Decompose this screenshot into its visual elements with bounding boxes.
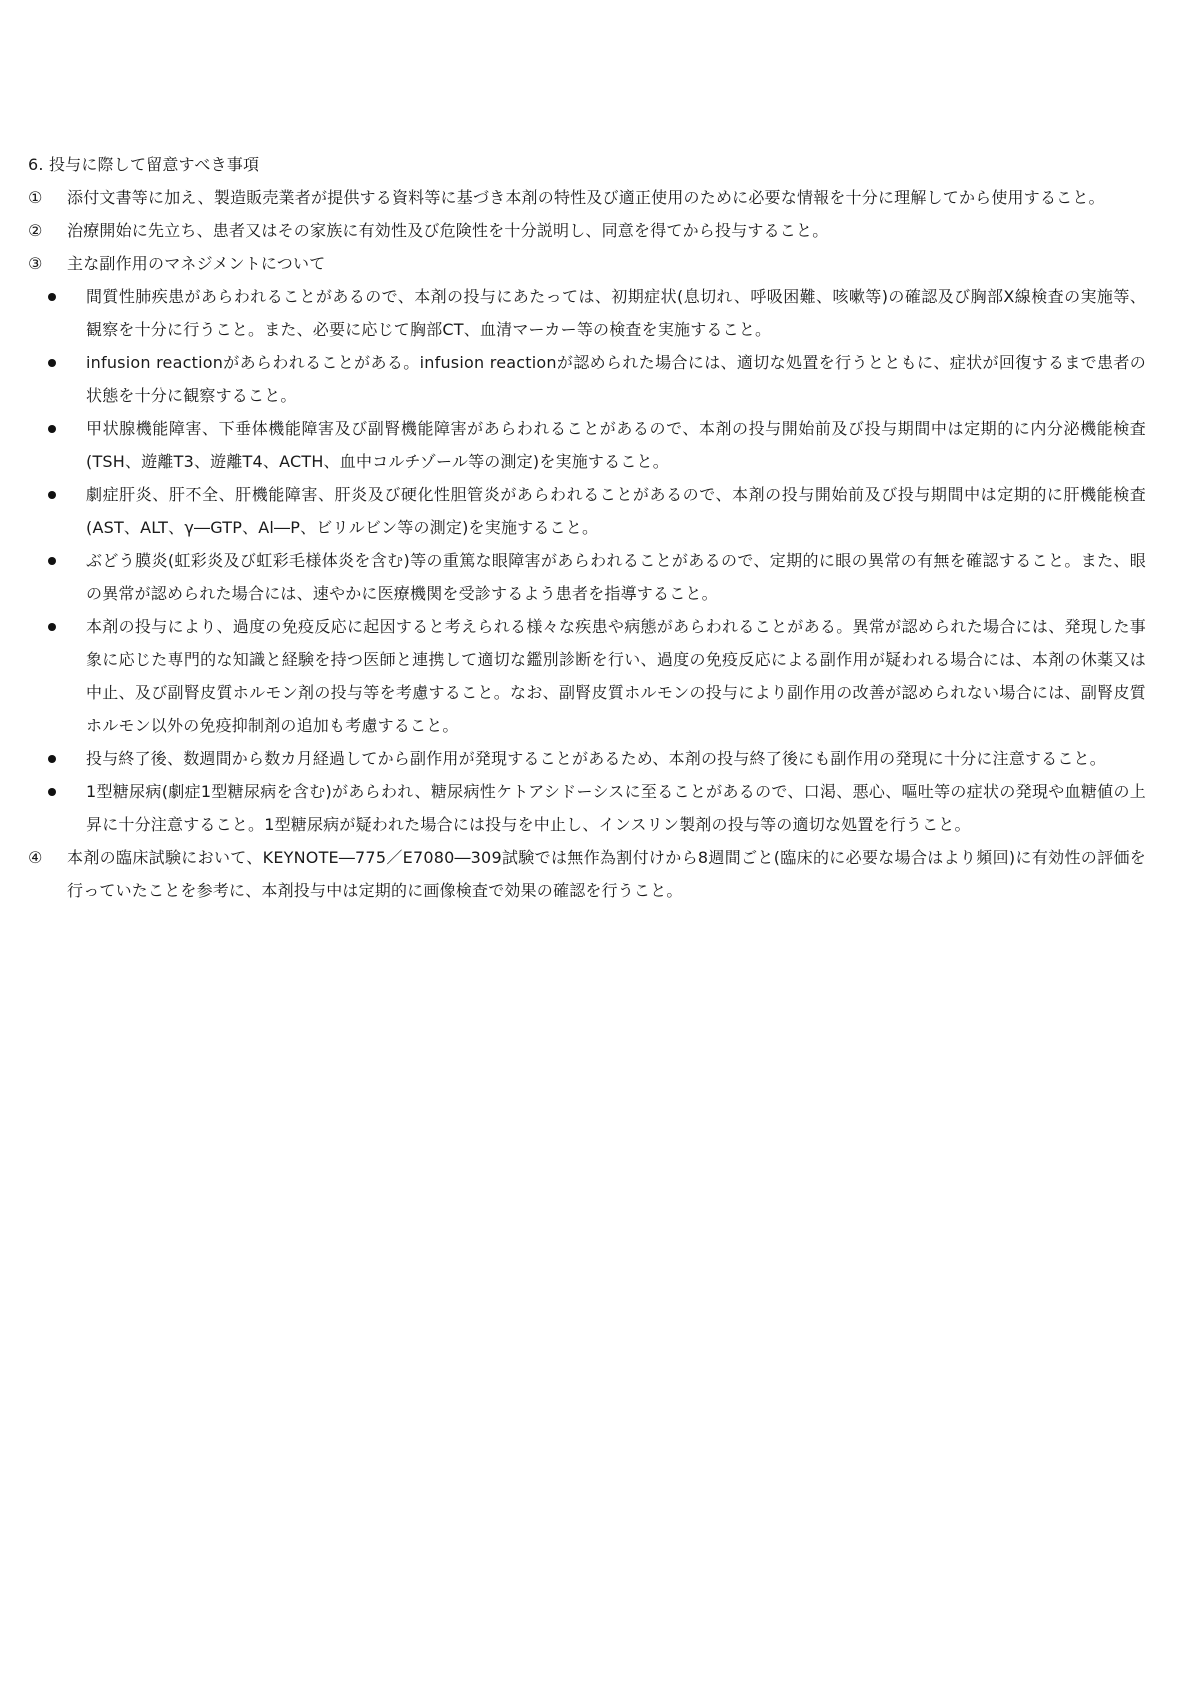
bullet-icon <box>48 491 56 499</box>
bullet-text: 劇症肝炎、肝不全、肝機能障害、肝炎及び硬化性胆管炎があらわれることがあるので、本剤の投与開始前及び投与期間中は定期的に肝機能検査(AST、ALT、γ―GTP、Al―P、ビリルビン等の測定)を実施すること。 <box>86 485 1146 537</box>
bullet-text: 甲状腺機能障害、下垂体機能障害及び副腎機能障害があらわれることがあるので、本剤の投与開始前及び投与期間中は定期的に内分泌機能検査(TSH、遊離T3、遊離T4、ACTH、血中コルチゾール等の測定)を実施すること。 <box>86 419 1146 471</box>
bullet-icon <box>48 359 56 367</box>
side-effect-management-list <box>28 280 1146 841</box>
list-item <box>28 610 1146 742</box>
bullet-icon <box>48 293 56 301</box>
numbered-item-2 <box>28 214 1146 247</box>
bullet-text: infusion reactionがあらわれることがある。infusion reactionが認められた場合には、適切な処置を行うとともに、症状が回復するまで患者の状態を十分に観察すること。 <box>86 353 1146 405</box>
item-text: 主な副作用のマネジメントについて <box>67 254 326 273</box>
item-marker: ① <box>28 188 43 207</box>
bullet-icon <box>48 755 56 763</box>
item-marker: ③ <box>28 254 43 273</box>
item-text: 本剤の臨床試験において、KEYNOTE―775／E7080―309試験では無作為割付けから8週間ごと(臨床的に必要な場合はより頻回)に有効性の評価を行っていたことを参考に、本剤投与中は定期的に画像検査で効果の確認を行うこと。 <box>67 848 1146 900</box>
bullet-icon <box>48 623 56 631</box>
list-item <box>28 544 1146 610</box>
document-page <box>28 148 1146 907</box>
item-text: 治療開始に先立ち、患者又はその家族に有効性及び危険性を十分説明し、同意を得てから投与すること。 <box>67 221 829 240</box>
bullet-icon <box>48 425 56 433</box>
bullet-text: ぶどう膜炎(虹彩炎及び虹彩毛様体炎を含む)等の重篤な眼障害があらわれることがあるので、定期的に眼の異常の有無を確認すること。また、眼の異常が認められた場合には、速やかに医療機関を受診するよう患者を指導すること。 <box>86 551 1146 603</box>
bullet-text: 本剤の投与により、過度の免疫反応に起因すると考えられる様々な疾患や病態があらわれることがある。異常が認められた場合には、発現した事象に応じた専門的な知識と経験を持つ医師と連携して適切な鑑別診断を行い、過度の免疫反応による副作用が疑われる場合には、本剤の休薬又は中止、及び副腎皮質ホルモン剤の投与等を考慮すること。なお、副腎皮質ホルモンの投与により副作用の改善が認められない場合には、副腎皮質ホルモン以外の免疫抑制剤の追加も考慮すること。 <box>86 617 1146 735</box>
list-item <box>28 412 1146 478</box>
bullet-icon <box>48 788 56 796</box>
item-marker: ④ <box>28 848 43 867</box>
numbered-item-3 <box>28 247 1146 280</box>
list-item <box>28 280 1146 346</box>
numbered-item-4 <box>28 841 1146 907</box>
item-text: 添付文書等に加え、製造販売業者が提供する資料等に基づき本剤の特性及び適正使用のために必要な情報を十分に理解してから使用すること。 <box>67 188 1105 207</box>
list-item <box>28 775 1146 841</box>
bullet-text: 間質性肺疾患があらわれることがあるので、本剤の投与にあたっては、初期症状(息切れ、呼吸困難、咳嗽等)の確認及び胸部X線検査の実施等、観察を十分に行うこと。また、必要に応じて胸部CT、血清マーカー等の検査を実施すること。 <box>86 287 1146 339</box>
section-heading: 6. 投与に際して留意すべき事項 <box>28 155 260 174</box>
list-item <box>28 478 1146 544</box>
bullet-text: 1型糖尿病(劇症1型糖尿病を含む)があらわれ、糖尿病性ケトアシドーシスに至ることがあるので、口渇、悪心、嘔吐等の症状の発現や血糖値の上昇に十分注意すること。1型糖尿病が疑われた場合には投与を中止し、インスリン製剤の投与等の適切な処置を行うこと。 <box>86 782 1146 834</box>
numbered-item-1 <box>28 181 1146 214</box>
list-item <box>28 346 1146 412</box>
item-marker: ② <box>28 221 43 240</box>
bullet-text: 投与終了後、数週間から数カ月経過してから副作用が発現することがあるため、本剤の投与終了後にも副作用の発現に十分に注意すること。 <box>86 749 1106 768</box>
bullet-icon <box>48 557 56 565</box>
list-item <box>28 742 1146 775</box>
